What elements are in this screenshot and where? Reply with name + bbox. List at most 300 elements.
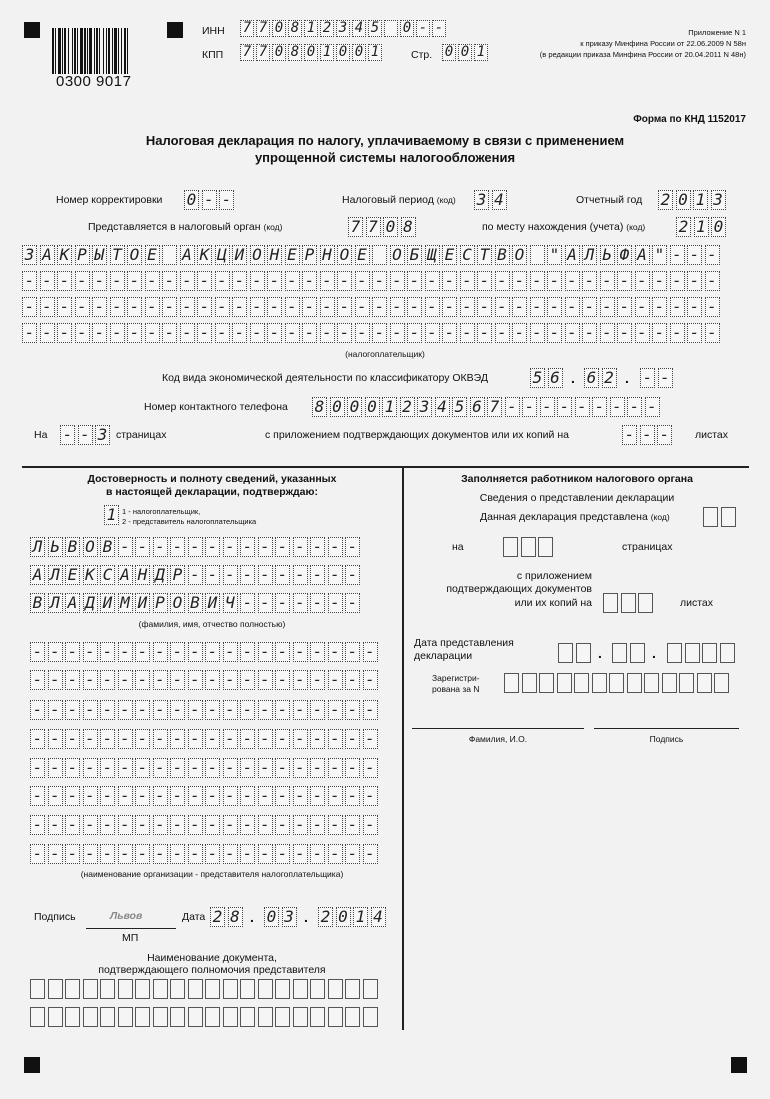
char-cell: 4 <box>492 190 507 210</box>
char-cell: - <box>83 642 98 662</box>
attach-suffix: листах <box>695 429 729 441</box>
char-cell: - <box>118 537 133 557</box>
date-day-field <box>210 907 245 927</box>
char-cell: - <box>188 786 203 806</box>
char-cell: - <box>83 786 98 806</box>
office-fio-caption: Фамилия, И.О. <box>468 734 528 744</box>
char-cell: 1 <box>353 907 368 927</box>
char-cell: - <box>328 700 343 720</box>
char-cell: " <box>547 245 562 265</box>
pages-field <box>60 425 113 445</box>
char-cell: - <box>320 297 335 317</box>
location-label: по месту нахождения (учета) (код) <box>482 221 646 233</box>
tax-authority-label: Представляется в налоговый орган (код) <box>88 221 283 233</box>
office-heading: Заполняется работником налогового органа <box>461 473 693 485</box>
char-cell: 2 <box>602 368 617 388</box>
document-label-2: подтверждающего полномочия представителя <box>98 964 326 976</box>
char-cell: - <box>705 323 720 343</box>
char-cell: - <box>432 20 446 37</box>
char-cell: - <box>310 565 325 585</box>
empty-cell <box>310 979 325 999</box>
char-cell: - <box>547 297 562 317</box>
char-cell: 8 <box>312 397 327 417</box>
char-cell: - <box>250 297 265 317</box>
char-cell: - <box>170 786 185 806</box>
column-divider <box>402 467 404 1030</box>
char-cell: - <box>57 323 72 343</box>
char-cell: - <box>687 271 702 291</box>
empty-cell <box>627 673 642 693</box>
char-cell: - <box>135 844 150 864</box>
char-cell: - <box>275 700 290 720</box>
char-cell: А <box>565 245 580 265</box>
char-cell: - <box>657 425 672 445</box>
char-cell: 8 <box>401 217 416 237</box>
char-cell: Е <box>285 245 300 265</box>
char-cell: 0 <box>711 217 726 237</box>
char-cell: - <box>180 323 195 343</box>
date-month-field <box>264 907 299 927</box>
char-cell: - <box>345 642 360 662</box>
surname-field <box>30 537 363 557</box>
char-cell: 1 <box>368 44 382 61</box>
office-attach-2: подтверждающих документов <box>446 583 592 595</box>
char-cell: - <box>345 786 360 806</box>
char-cell: 0 <box>442 44 456 61</box>
char-cell: - <box>48 700 63 720</box>
char-cell: - <box>205 642 220 662</box>
attach-label: с приложением подтверждающих документов или их копий на <box>265 429 569 441</box>
char-cell: - <box>83 700 98 720</box>
char-cell: - <box>390 271 405 291</box>
char-cell: 3 <box>711 190 726 210</box>
taxpayer-name-row-1 <box>22 245 722 265</box>
char-cell: - <box>205 700 220 720</box>
char-cell: - <box>640 425 655 445</box>
empty-cell <box>504 673 519 693</box>
char-cell: - <box>250 271 265 291</box>
char-cell: - <box>512 271 527 291</box>
char-cell: - <box>240 670 255 690</box>
char-cell: - <box>118 844 133 864</box>
reg-number-field <box>504 673 732 693</box>
char-cell: - <box>197 297 212 317</box>
char-cell: - <box>223 565 238 585</box>
char-cell: - <box>258 844 273 864</box>
empty-cell <box>328 1007 343 1027</box>
char-cell: - <box>617 323 632 343</box>
char-cell: Е <box>65 565 80 585</box>
char-cell: - <box>640 368 655 388</box>
char-cell: - <box>153 537 168 557</box>
char-cell: - <box>416 20 430 37</box>
empty-cell <box>100 1007 115 1027</box>
char-cell: - <box>30 815 45 835</box>
char-cell: - <box>477 297 492 317</box>
char-cell: - <box>372 271 387 291</box>
char-cell: - <box>118 758 133 778</box>
pages-prefix: На <box>34 429 48 441</box>
org-name-row <box>30 670 380 690</box>
char-cell: - <box>267 323 282 343</box>
char-cell: - <box>285 271 300 291</box>
char-cell: - <box>135 537 150 557</box>
char-cell: В <box>495 245 510 265</box>
char-cell: 1 <box>694 217 709 237</box>
char-cell: 8 <box>288 20 302 37</box>
patronymic-field <box>30 593 363 613</box>
pages-suffix: страницах <box>116 429 167 441</box>
char-cell: - <box>100 786 115 806</box>
char-cell: - <box>205 786 220 806</box>
char-cell: - <box>328 844 343 864</box>
char-cell: - <box>100 670 115 690</box>
char-cell: З <box>22 245 37 265</box>
char-cell: - <box>127 297 142 317</box>
char-cell: - <box>22 297 37 317</box>
char-cell: 3 <box>282 907 297 927</box>
char-cell: - <box>687 245 702 265</box>
empty-cell <box>703 507 718 527</box>
char-cell: - <box>219 190 234 210</box>
empty-cell <box>48 1007 63 1027</box>
year-label: Отчетный год <box>576 194 643 206</box>
char-cell: - <box>275 565 290 585</box>
date-label: Дата <box>182 911 206 923</box>
char-cell: - <box>363 670 378 690</box>
empty-cell <box>275 979 290 999</box>
phone-field <box>312 397 662 417</box>
char-cell: О <box>337 245 352 265</box>
char-cell: - <box>372 297 387 317</box>
char-cell: - <box>610 397 625 417</box>
char-cell: - <box>65 786 80 806</box>
char-cell: - <box>180 297 195 317</box>
char-cell: - <box>310 593 325 613</box>
char-cell: - <box>65 642 80 662</box>
char-cell: - <box>310 786 325 806</box>
char-cell: - <box>40 271 55 291</box>
correction-field <box>184 190 237 210</box>
char-cell: - <box>240 642 255 662</box>
office-attach-3: или их копий на <box>514 597 592 609</box>
char-cell: - <box>407 323 422 343</box>
char-cell: - <box>205 758 220 778</box>
char-cell: - <box>495 271 510 291</box>
char-cell: - <box>30 758 45 778</box>
char-cell: Р <box>302 245 317 265</box>
char-cell: Ь <box>48 537 63 557</box>
empty-cell <box>223 1007 238 1027</box>
empty-cell <box>363 979 378 999</box>
char-cell <box>162 245 177 265</box>
office-fio-line <box>412 728 584 729</box>
char-cell: - <box>258 786 273 806</box>
char-cell: - <box>512 323 527 343</box>
char-cell: Н <box>320 245 335 265</box>
org-name-row <box>30 729 380 749</box>
okved-separator: . <box>571 370 575 386</box>
char-cell: - <box>293 729 308 749</box>
char-cell: - <box>407 271 422 291</box>
char-cell: - <box>40 323 55 343</box>
empty-cell <box>65 979 80 999</box>
char-cell: 2 <box>676 217 691 237</box>
presented-label: Данная декларация представлена (код) <box>480 511 670 523</box>
char-cell: Т <box>477 245 492 265</box>
char-cell: - <box>22 271 37 291</box>
char-cell: - <box>170 844 185 864</box>
char-cell: - <box>83 729 98 749</box>
char-cell: - <box>328 593 343 613</box>
char-cell: - <box>110 297 125 317</box>
appendix-line-3: (в редакции приказа Минфина России от 20.04.2011 N 48н) <box>539 50 746 59</box>
char-cell: - <box>460 323 475 343</box>
signer-type-field <box>104 505 122 525</box>
char-cell: 7 <box>240 44 254 61</box>
char-cell: - <box>135 786 150 806</box>
char-cell: - <box>240 565 255 585</box>
char-cell: - <box>258 815 273 835</box>
char-cell: - <box>100 844 115 864</box>
char-cell: - <box>670 245 685 265</box>
empty-cell <box>503 537 518 557</box>
org-name-row <box>30 786 380 806</box>
char-cell: 4 <box>435 397 450 417</box>
char-cell: - <box>547 323 562 343</box>
char-cell: - <box>92 323 107 343</box>
char-cell: 5 <box>530 368 545 388</box>
empty-cell <box>522 673 537 693</box>
char-cell: - <box>135 670 150 690</box>
char-cell: - <box>153 844 168 864</box>
char-cell: Д <box>83 593 98 613</box>
char-cell: Л <box>48 565 63 585</box>
char-cell: В <box>30 593 45 613</box>
char-cell: - <box>442 297 457 317</box>
char-cell: - <box>328 670 343 690</box>
char-cell: О <box>390 245 405 265</box>
char-cell: - <box>205 670 220 690</box>
okved-separator: . <box>625 370 629 386</box>
confirm-heading-2: в настоящей декларации, подтверждаю: <box>106 486 318 498</box>
char-cell: 2 <box>320 20 334 37</box>
reg-label-2: рована за N <box>432 684 480 694</box>
char-cell: В <box>188 593 203 613</box>
empty-cell <box>170 1007 185 1027</box>
char-cell: - <box>223 815 238 835</box>
char-cell: 3 <box>95 425 110 445</box>
char-cell: - <box>30 786 45 806</box>
char-cell: - <box>48 786 63 806</box>
char-cell: 2 <box>210 907 225 927</box>
char-cell: - <box>188 642 203 662</box>
office-attach-1: с приложением <box>516 570 592 582</box>
char-cell: А <box>40 245 55 265</box>
char-cell: - <box>188 700 203 720</box>
char-cell: - <box>310 729 325 749</box>
empty-cell <box>592 673 607 693</box>
char-cell: - <box>670 323 685 343</box>
char-cell: - <box>135 729 150 749</box>
char-cell: - <box>188 670 203 690</box>
char-cell: - <box>328 642 343 662</box>
char-cell: - <box>92 297 107 317</box>
char-cell: 1 <box>320 44 334 61</box>
char-cell: 7 <box>487 397 502 417</box>
char-cell: - <box>658 368 673 388</box>
char-cell: - <box>258 670 273 690</box>
char-cell: - <box>48 670 63 690</box>
char-cell: - <box>92 271 107 291</box>
office-date-label-1: Дата представления <box>414 637 514 649</box>
char-cell: - <box>258 593 273 613</box>
char-cell: - <box>442 271 457 291</box>
char-cell: К <box>83 565 98 585</box>
char-cell: - <box>223 670 238 690</box>
char-cell: О <box>512 245 527 265</box>
char-cell: - <box>540 397 555 417</box>
char-cell: И <box>205 593 220 613</box>
office-date-month <box>612 643 647 663</box>
char-cell: - <box>293 593 308 613</box>
org-name-row <box>30 815 380 835</box>
empty-cell <box>702 643 717 663</box>
char-cell: - <box>240 815 255 835</box>
char-cell: - <box>310 844 325 864</box>
char-cell: - <box>170 729 185 749</box>
char-cell: - <box>505 397 520 417</box>
char-cell: - <box>258 700 273 720</box>
char-cell: 8 <box>288 44 302 61</box>
char-cell: - <box>30 670 45 690</box>
char-cell: - <box>617 271 632 291</box>
page-number-field <box>442 44 490 61</box>
char-cell: - <box>223 642 238 662</box>
char-cell: - <box>118 729 133 749</box>
char-cell: - <box>153 670 168 690</box>
char-cell: - <box>153 786 168 806</box>
char-cell: 7 <box>256 20 270 37</box>
char-cell: - <box>197 271 212 291</box>
char-cell: 1 <box>474 44 488 61</box>
char-cell: Р <box>75 245 90 265</box>
char-cell: - <box>355 323 370 343</box>
char-cell: - <box>592 397 607 417</box>
char-cell: - <box>205 815 220 835</box>
char-cell: Ц <box>215 245 230 265</box>
char-cell: - <box>345 758 360 778</box>
char-cell: 2 <box>318 907 333 927</box>
char-cell: - <box>363 815 378 835</box>
tax-authority-field <box>348 217 418 237</box>
empty-cell <box>644 673 659 693</box>
confirm-heading-1: Достоверность и полноту сведений, указанных <box>87 473 337 485</box>
char-cell: - <box>258 758 273 778</box>
empty-cell <box>258 1007 273 1027</box>
char-cell: Н <box>267 245 282 265</box>
empty-cell <box>118 1007 133 1027</box>
char-cell: А <box>65 593 80 613</box>
char-cell: - <box>425 271 440 291</box>
char-cell: - <box>687 297 702 317</box>
empty-cell <box>223 979 238 999</box>
char-cell: 0 <box>272 20 286 37</box>
char-cell: - <box>188 844 203 864</box>
date-separator: . <box>250 909 254 925</box>
char-cell: - <box>188 758 203 778</box>
char-cell: - <box>30 642 45 662</box>
char-cell: - <box>205 537 220 557</box>
char-cell: - <box>522 397 537 417</box>
empty-cell <box>574 673 589 693</box>
okved-field-part-1 <box>530 368 565 388</box>
char-cell: А <box>118 565 133 585</box>
char-cell: Л <box>30 537 45 557</box>
char-cell: - <box>188 565 203 585</box>
char-cell: 0 <box>458 44 472 61</box>
char-cell: - <box>363 729 378 749</box>
mp-label: МП <box>122 932 139 944</box>
char-cell: - <box>223 537 238 557</box>
char-cell: - <box>275 537 290 557</box>
char-cell: 0 <box>304 44 318 61</box>
char-cell: - <box>345 565 360 585</box>
empty-cell <box>258 979 273 999</box>
char-cell: - <box>83 844 98 864</box>
char-cell: - <box>170 537 185 557</box>
char-cell: 0 <box>264 907 279 927</box>
office-date-year <box>667 643 737 663</box>
char-cell: И <box>232 245 247 265</box>
char-cell: - <box>372 323 387 343</box>
char-cell: В <box>65 537 80 557</box>
char-cell: 2 <box>658 190 673 210</box>
char-cell: - <box>215 271 230 291</box>
char-cell: - <box>223 700 238 720</box>
char-cell: 6 <box>548 368 563 388</box>
char-cell: - <box>48 815 63 835</box>
char-cell: - <box>240 593 255 613</box>
char-cell: - <box>363 844 378 864</box>
char-cell: - <box>328 537 343 557</box>
char-cell: - <box>135 815 150 835</box>
char-cell: - <box>170 700 185 720</box>
char-cell: Н <box>135 565 150 585</box>
char-cell: - <box>135 758 150 778</box>
char-cell: 0 <box>330 397 345 417</box>
corner-marker <box>731 1057 747 1073</box>
empty-cell <box>576 643 591 663</box>
char-cell: - <box>75 271 90 291</box>
char-cell: - <box>635 323 650 343</box>
char-cell: - <box>135 700 150 720</box>
char-cell: - <box>170 642 185 662</box>
char-cell: - <box>302 271 317 291</box>
char-cell: - <box>328 786 343 806</box>
barcode-bar <box>128 28 131 74</box>
char-cell: - <box>355 297 370 317</box>
char-cell: - <box>83 758 98 778</box>
char-cell: - <box>652 297 667 317</box>
char-cell: - <box>170 758 185 778</box>
char-cell: О <box>250 245 265 265</box>
name-field <box>30 565 363 585</box>
char-cell: 7 <box>240 20 254 37</box>
correction-label: Номер корректировки <box>56 194 163 206</box>
char-cell: - <box>127 271 142 291</box>
office-pages-label: страницах <box>622 541 673 553</box>
